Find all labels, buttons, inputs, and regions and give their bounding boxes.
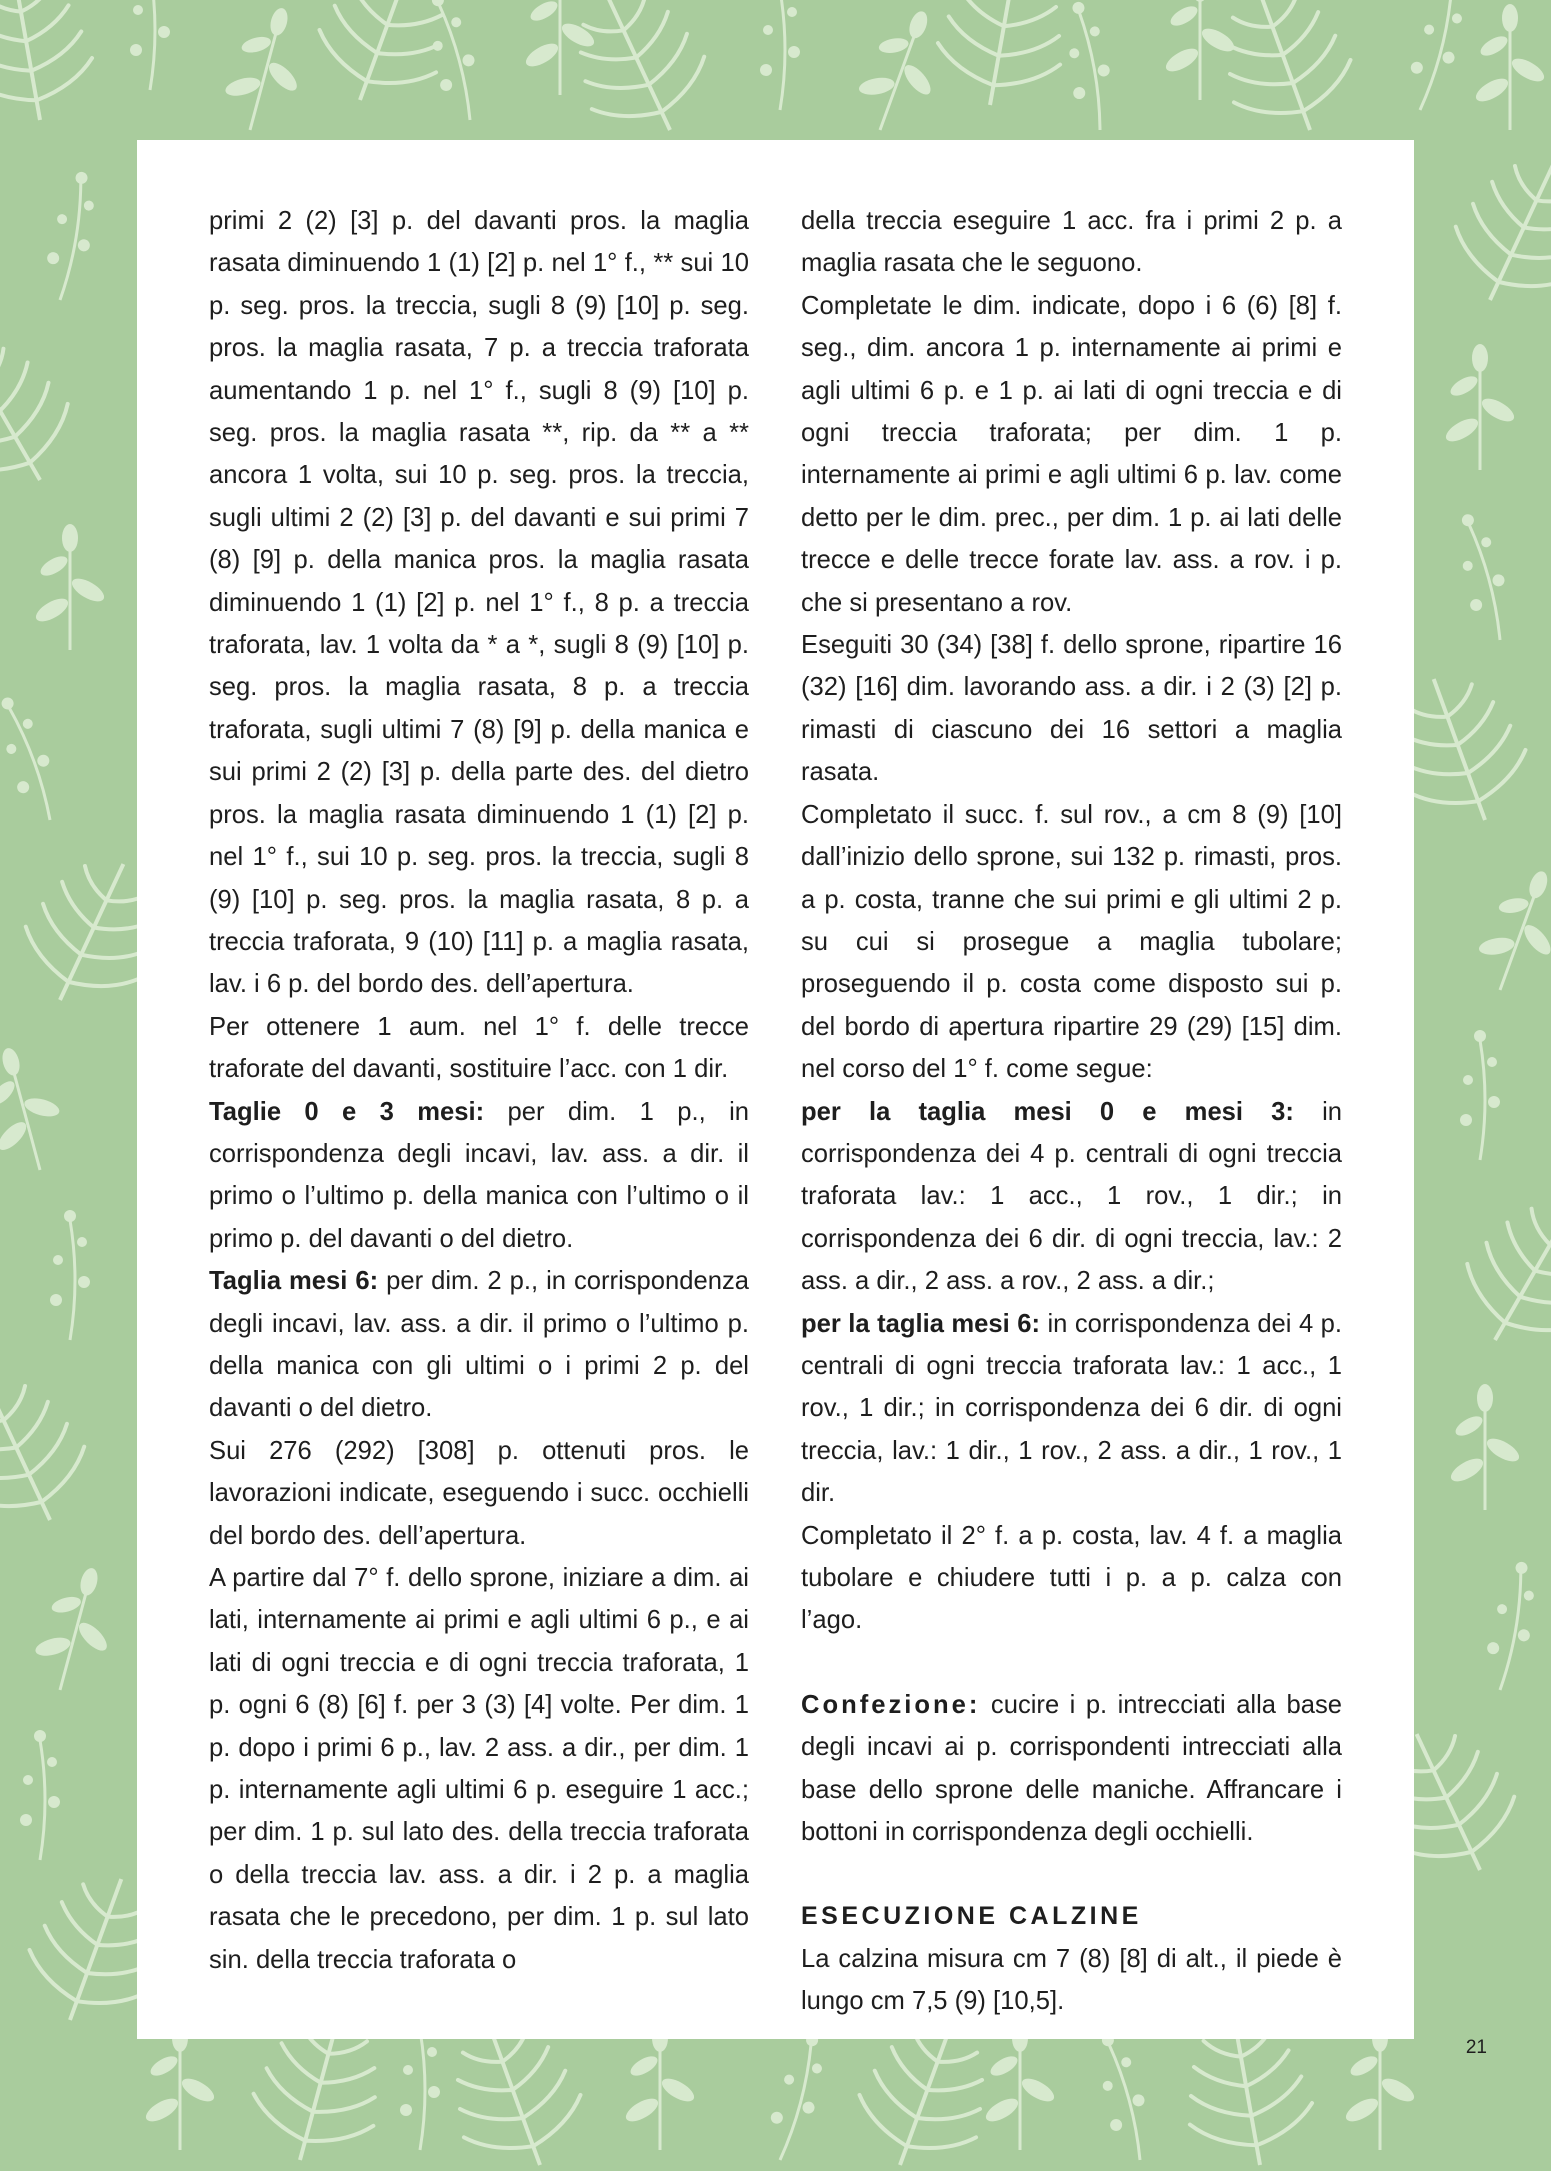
paragraph-spacer [801,1642,1342,1684]
paragraph-text: per dim. 1 p., in corrispondenza degli incavi, lav. ass. a dir. il primo o l’ultimo p. della manica con l’ultimo o il primo p. del davanti o del dietro. [209,1097,749,1253]
paragraph [801,285,1342,624]
paragraph-text: primi 2 (2) [3] p. del davanti pros. la maglia rasata diminuendo 1 (1) [2] p. nel 1° f., ** sui 10 p. seg. pros. la treccia, sugli 8 (9) [10] p. seg. pros. la maglia rasata, 7 p. a treccia traforata aumentando 1 p. nel 1° f., sugli 8 (9) [10] p. seg. pros. la maglia rasata **, rip. da ** a ** ancora 1 volta, sui 10 p. seg. pros. la treccia, sugli ultimi 2 (2) [3] p. del davanti e sui primi 7 (8) [9] p. della manica pros. la maglia rasata diminuendo 1 (1) [2] p. nel 1° f., 8 p. a treccia traforata, lav. 1 volta da * a *, sugli 8 (9) [10] p. seg. pros. la maglia rasata, 8 p. a treccia traforata, sugli ultimi 7 (8) [9] p. della manica e sui primi 2 (2) [3] p. della parte des. del dietro pros. la maglia rasata diminuendo 1 (1) [2] p. nel 1° f., sui 10 p. seg. pros. la treccia, sugli 8 (9) [10] p. seg. pros. la maglia rasata, 8 p. a treccia traforata, 9 (10) [11] p. a maglia rasata, lav. i 6 p. del bordo des. dell’apertura. [209,207,749,999]
paragraph-label: Taglia mesi 6: [209,1267,379,1296]
paragraph-text: in corrispondenza dei 4 p. centrali di ogni treccia traforata lav.: 1 acc., 1 rov., 1 dir.; in corrispondenza dei 6 dir. di ogni treccia, lav.: 1 dir., 1 rov., 2 ass. a dir., 1 rov., 1 dir. [801,1309,1342,1508]
section-heading: ESECUZIONE CALZINE [801,1902,1142,1931]
paragraph-text: per dim. 2 p., in corrispondenza degli incavi, lav. ass. a dir. il primo o l’ultimo p. della manica con gli ultimi o i primi 2 p. del davanti o del dietro. [209,1267,749,1423]
paragraph [801,1938,1342,2023]
right-column [801,200,1342,2023]
paragraph-text: A partire dal 7° f. dello sprone, iniziare a dim. ai lati, internamente ai primi e agli ultimi 6 p., e ai lati di ogni treccia e di ogni treccia traforata, 1 p. ogni 6 (8) [6] f. per 3 (3) [4] volte. Per dim. 1 p. dopo i primi 6 p., lav. 2 ass. a dir., per dim. 1 p. internamente agli ultimi 6 p. eseguire 1 acc.; per dim. 1 p. sul lato des. della treccia traforata o della treccia lav. ass. a dir. i 2 p. a maglia rasata che le precedono, per dim. 1 p. sul lato sin. della treccia traforata o [209,1564,749,1974]
paragraph-text: Sui 276 (292) [308] p. ottenuti pros. le lavorazioni indicate, eseguendo i succ. occhielli del bordo des. dell’apertura. [209,1436,749,1550]
paragraph [801,624,1342,794]
paragraph-text: della treccia eseguire 1 acc. fra i primi 2 p. a maglia rasata che le seguono. [801,207,1342,278]
paragraph [801,794,1342,1091]
paragraph [209,1557,749,1981]
paragraph-label: per la taglia mesi 0 e mesi 3: [801,1097,1294,1126]
paragraph [209,1260,749,1430]
paragraph-text: Per ottenere 1 aum. nel 1° f. delle trecce traforate del davanti, sostituire l’acc. con 1 dir. [209,1012,749,1084]
paragraph [801,1091,1342,1303]
paragraph [209,1430,749,1557]
paragraph [801,1684,1342,1854]
paragraph [209,200,749,1006]
paragraph-text: Completato il 2° f. a p. costa, lav. 4 f. a maglia tubolare e chiudere tutti i p. a p. calza con l’ago. [801,1521,1342,1635]
paragraph-spacer [801,1853,1342,1895]
paragraph [801,200,1342,285]
paragraph-label: per la taglia mesi 6: [801,1309,1040,1338]
paragraph [801,1515,1342,1642]
left-column [209,200,749,1981]
paragraph-text: cucire i p. intrecciati alla base degli incavi ai p. corrispondenti intrecciati alla base dello sprone delle maniche. Affrancare i bottoni in corrispondenza degli occhielli. [801,1690,1342,1847]
paragraph-text: Completate le dim. indicate, dopo i 6 (6) [8] f. seg., dim. ancora 1 p. internamente ai primi e agli ultimi 6 p. e 1 p. ai lati di ogni treccia e di ogni treccia traforata; per dim. 1 p. internamente ai primi e agli ultimi 6 p. lav. come detto per le dim. prec., per dim. 1 p. ai lati delle trecce e delle trecce forate lav. ass. a rov. i p. che si presentano a rov. [801,291,1342,617]
paragraph [801,1303,1342,1515]
paragraph [209,1091,749,1261]
page-number: 21 [1465,2037,1487,2058]
paragraph-text: Eseguiti 30 (34) [38] f. dello sprone, ripartire 16 (32) [16] dim. lavorando ass. a dir. i 2 (3) [2] p. rimasti di ciascuno dei 16 settori a maglia rasata. [801,631,1342,787]
paragraph-text: La calzina misura cm 7 (8) [8] di alt., il piede è lungo cm 7,5 (9) [10,5]. [801,1944,1342,2016]
content-panel [137,140,1414,2039]
paragraph [209,1006,749,1091]
paragraph-text: in corrispondenza dei 4 p. centrali di ogni treccia traforata lav.: 1 acc., 1 rov., 1 dir.; in corrispondenza dei 6 dir. di ogni treccia, lav.: 2 ass. a dir., 2 ass. a rov., 2 ass. a dir.; [801,1097,1343,1296]
paragraph-text: Completato il succ. f. sul rov., a cm 8 (9) [10] dall’inizio dello sprone, sui 132 p. rimasti, pros. a p. costa, tranne che sui primi e gli ultimi 2 p. su cui si prosegue a maglia tubolare; proseguendo il p. costa come disposto sui p. del bordo di apertura ripartire 29 (29) [15] dim. nel corso del 1° f. come segue: [801,800,1342,1084]
paragraph-label: Confezione: [801,1690,981,1719]
paragraph-label: Taglie 0 e 3 mesi: [209,1097,485,1126]
